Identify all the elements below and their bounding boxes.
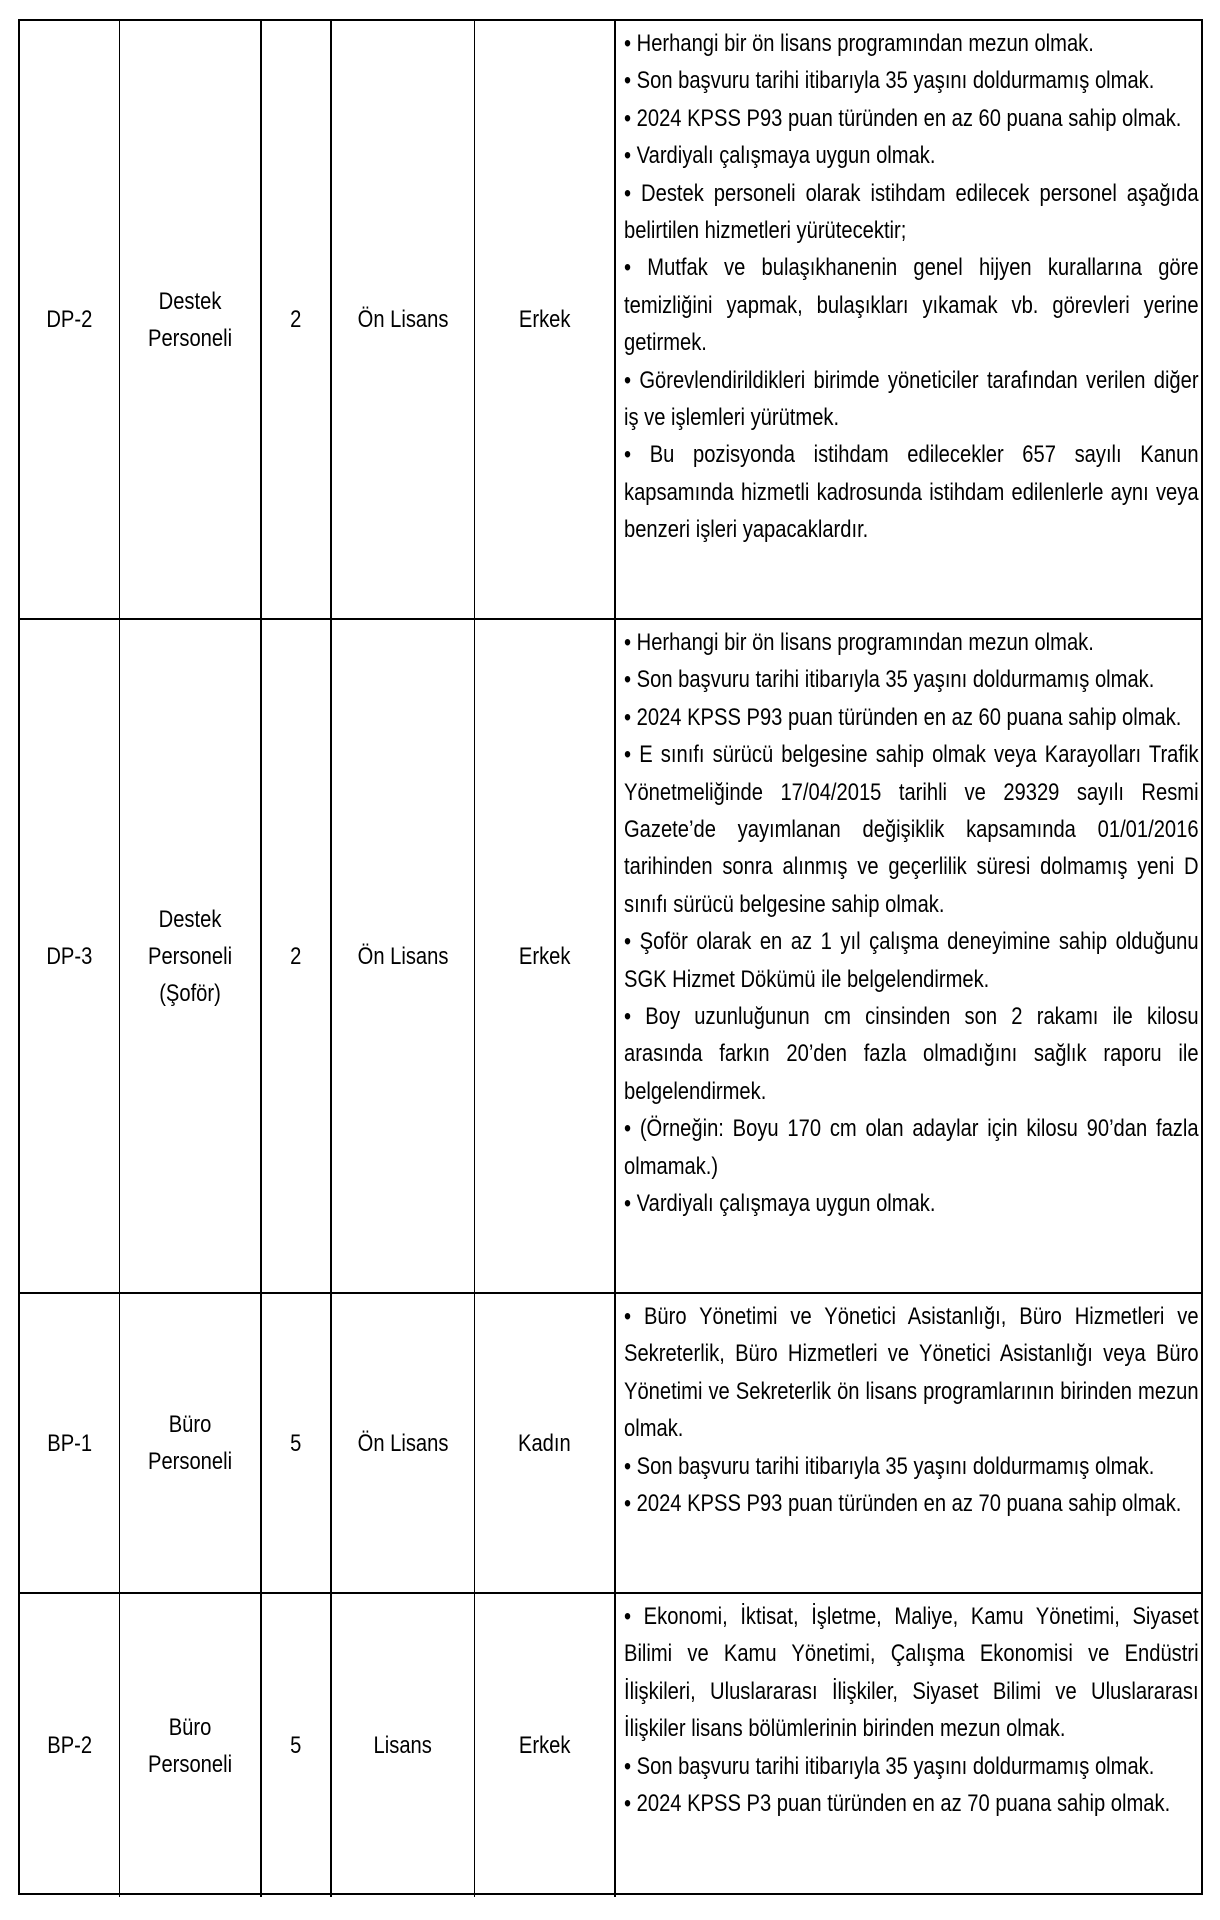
- requirement-item: • Şoför olarak en az 1 yıl çalışma deneyimine sahip olduğunu SGK Hizmet Dökümü ile belgelendirmek.: [624, 928, 1199, 993]
- position-code: DP-2: [46, 306, 93, 333]
- requirement-item: • Vardiyalı çalışmaya uygun olmak.: [624, 1190, 936, 1218]
- requirements-list: [624, 1298, 1199, 1522]
- position-code: DP-3: [46, 942, 93, 970]
- position-count-cell: [262, 1594, 332, 1897]
- requirement-item: • Görevlendirildikleri birimde yöneticiler tarafından verilen diğer iş ve işlemleri yürütmek.: [624, 366, 1199, 432]
- gender-cell: [475, 21, 616, 618]
- requirement-item: • Ekonomi, İktisat, İşletme, Maliye, Kamu Yönetimi, Siyaset Bilimi ve Kamu Yönetimi, Çalışma Ekonomisi ve Endüstri İlişkileri, Uluslararası İlişkiler, Siyaset Bilimi ve Uluslararası İlişkiler lisans bölümlerinin birinden mezun olmak.: [624, 1603, 1199, 1743]
- position-title-cell: [120, 1294, 262, 1592]
- gender-cell: [475, 1294, 616, 1592]
- requirements-cell: [616, 21, 1201, 618]
- position-code: BP-2: [47, 1732, 92, 1759]
- position-code-cell: [20, 1594, 120, 1897]
- requirement-item: • Son başvuru tarihi itibarıyla 35 yaşını doldurmamış olmak.: [624, 1752, 1155, 1780]
- requirement-item: • Büro Yönetimi ve Yönetici Asistanlığı, Büro Hizmetleri ve Sekreterlik, Büro Hizmetleri ve Yönetici Asistanlığı veya Büro Yönetimi ve Sekreterlik ön lisans programlarının birinden mezun olmak.: [624, 1303, 1199, 1443]
- position-code-cell: [20, 21, 120, 618]
- requirement-item: • Herhangi bir ön lisans programından mezun olmak.: [624, 629, 1094, 656]
- requirement-item: • Vardiyalı çalışmaya uygun olmak.: [624, 142, 936, 170]
- position-title-line: (Şoför): [159, 979, 221, 1007]
- position-title-line: Personeli: [147, 324, 233, 352]
- requirements-cell: [616, 1594, 1201, 1897]
- education-level: Ön Lisans: [357, 306, 449, 333]
- position-title-cell: [120, 1594, 262, 1897]
- position-title-line: Destek: [158, 287, 222, 315]
- requirement-item: • Bu pozisyonda istihdam edilecekler 657 sayılı Kanun kapsamında hizmetli kadrosunda istihdam edilenlerle aynı veya benzeri işleri yapacaklardır.: [624, 441, 1199, 544]
- position-count-cell: [262, 1294, 332, 1592]
- requirement-item: • 2024 KPSS P93 puan türünden en az 60 puana sahip olmak.: [624, 703, 1182, 731]
- position-count: 2: [290, 942, 302, 970]
- position-title-line: Personeli: [147, 942, 233, 970]
- position-count-cell: [262, 21, 332, 618]
- position-title-line: Büro: [168, 1411, 212, 1438]
- gender: Erkek: [518, 306, 571, 333]
- table-row: [20, 21, 1201, 620]
- education-level-cell: [332, 21, 475, 618]
- gender: Kadın: [518, 1429, 571, 1457]
- requirement-item: • Boy uzunluğunun cm cinsinden son 2 rakamı ile kilosu arasında farkın 20’den fazla olmadığını sağlık raporu ile belgelendirmek.: [624, 1003, 1199, 1105]
- position-title-line: Personeli: [147, 1448, 233, 1475]
- requirements-cell: [616, 1294, 1201, 1592]
- requirement-item: • E sınıfı sürücü belgesine sahip olmak veya Karayolları Trafik Yönetmeliğinde 17/04/2015 tarihli ve 29329 sayılı Resmi Gazete’de yayımlanan değişiklik kapsamında 01/01/2016 tarihinden sonra alınmış ve geçerlilik süresi dolmamış yeni D sınıfı sürücü belgesine sahip olmak.: [624, 741, 1199, 918]
- requirement-item: • (Örneğin: Boyu 170 cm olan adaylar için kilosu 90’dan fazla olmamak.): [624, 1115, 1199, 1180]
- gender: Erkek: [518, 1732, 571, 1759]
- position-title-line: Personeli: [147, 1750, 233, 1778]
- requirement-item: • Herhangi bir ön lisans programından mezun olmak.: [624, 30, 1094, 57]
- position-count: 5: [290, 1732, 302, 1759]
- requirement-item: • 2024 KPSS P93 puan türünden en az 70 puana sahip olmak.: [624, 1490, 1182, 1518]
- requirement-item: • Son başvuru tarihi itibarıyla 35 yaşını doldurmamış olmak.: [624, 67, 1155, 95]
- position-code-cell: [20, 1294, 120, 1592]
- position-title-line: Destek: [158, 905, 222, 933]
- requirement-item: • Son başvuru tarihi itibarıyla 35 yaşını doldurmamış olmak.: [624, 1452, 1155, 1480]
- position-code-cell: [20, 620, 120, 1292]
- requirements-list: [624, 1598, 1199, 1822]
- education-level-cell: [332, 1294, 475, 1592]
- education-level-cell: [332, 1594, 475, 1897]
- table-row: [20, 620, 1201, 1294]
- requirements-list: [624, 25, 1199, 549]
- requirements-list: [624, 624, 1199, 1223]
- position-count-cell: [262, 620, 332, 1292]
- requirement-item: • Mutfak ve bulaşıkhanenin genel hijyen kurallarına göre temizliğini yapmak, bulaşıkları yıkamak vb. görevleri yerine getirmek.: [624, 254, 1199, 357]
- position-code: BP-1: [47, 1429, 92, 1457]
- requirements-cell: [616, 620, 1201, 1292]
- requirement-item: • 2024 KPSS P93 puan türünden en az 60 puana sahip olmak.: [624, 104, 1182, 132]
- position-title-cell: [120, 21, 262, 618]
- requirement-item: • 2024 KPSS P3 puan türünden en az 70 puana sahip olmak.: [624, 1790, 1171, 1818]
- gender: Erkek: [518, 942, 571, 970]
- table-row: [20, 1294, 1201, 1594]
- position-title-cell: [120, 620, 262, 1292]
- position-count: 5: [290, 1429, 302, 1457]
- education-level-cell: [332, 620, 475, 1292]
- positions-table: [18, 19, 1203, 1895]
- requirement-item: • Destek personeli olarak istihdam edilecek personel aşağıda belirtilen hizmetleri yürütecektir;: [624, 179, 1199, 245]
- gender-cell: [475, 620, 616, 1292]
- gender-cell: [475, 1594, 616, 1897]
- position-title-line: Büro: [168, 1713, 212, 1741]
- education-level: Ön Lisans: [357, 942, 449, 970]
- education-level: Ön Lisans: [357, 1429, 449, 1457]
- requirement-item: • Son başvuru tarihi itibarıyla 35 yaşını doldurmamış olmak.: [624, 666, 1155, 694]
- table-row: [20, 1594, 1201, 1897]
- education-level: Lisans: [373, 1732, 433, 1759]
- position-count: 2: [290, 306, 302, 333]
